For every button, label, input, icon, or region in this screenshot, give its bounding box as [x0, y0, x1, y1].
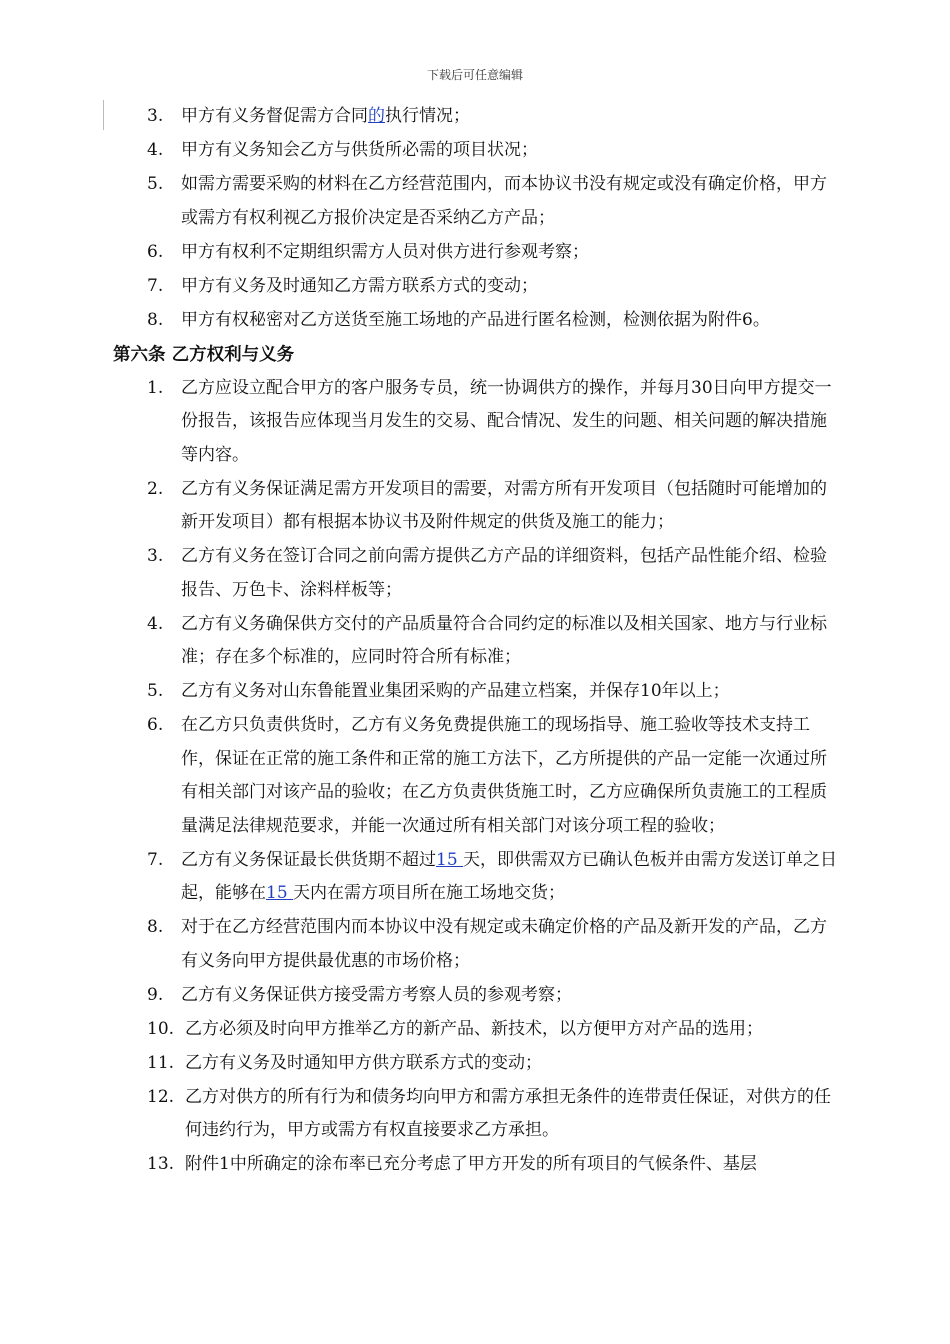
item-text: 乙方应设立配合甲方的客户服务专员，统一协调供方的操作，并每月30日向甲方提交一份报告，该报告应体现当月发生的交易、配合情况、发生的问题、相关问题的解决措施等内容。	[181, 377, 832, 465]
item-number: 7.	[147, 849, 164, 870]
list-item	[0, 911, 950, 978]
item-number: 9.	[147, 984, 164, 1005]
item-text: 天内在需方项目所在施工场地交货；	[293, 883, 566, 903]
item-number: 5.	[147, 681, 164, 701]
list-item	[0, 236, 950, 270]
document-body	[0, 100, 950, 1182]
list-item	[0, 1047, 950, 1081]
item-number: 4.	[147, 140, 164, 160]
list-item	[0, 134, 950, 168]
item-text: 甲方有义务督促需方合同	[181, 106, 368, 126]
item-number: 6.	[147, 241, 164, 262]
item-text: 乙方有义务对山东鲁能置业集团采购的产品建立档案，并保存10年以上；	[181, 681, 730, 701]
list-item	[0, 304, 950, 338]
item-text: 乙方有义务确保供方交付的产品质量符合合同约定的标准以及相关国家、地方与行业标准；存在多个标准的，应同时符合所有标准；	[181, 613, 827, 667]
list-item	[0, 1081, 950, 1148]
list-item	[0, 473, 950, 540]
item-text: 在乙方只负责供货时，乙方有义务免费提供施工的现场指导、施工验收等技术支持工作，保证在正常的施工条件和正常的施工方法下，乙方所提供的产品一定能一次通过所有相关部门对该产品的验收；在乙方负责供货施工时，乙方应确保所负责施工的工程质量满足法律规范要求，并能一次通过所有相关部门对该分项工程的验收；	[181, 715, 827, 836]
list-item	[0, 608, 950, 675]
item-number: 12.	[147, 1086, 175, 1107]
list-item	[0, 675, 950, 709]
item-text: 甲方有权秘密对乙方送货至施工场地的产品进行匿名检测，检测依据为附件6。	[181, 309, 770, 330]
item-number: 4.	[147, 613, 164, 634]
item-link[interactable]: 15	[436, 849, 464, 870]
page-header: 下载后可任意编辑	[426, 68, 523, 82]
item-text: 如需方需要采购的材料在乙方经营范围内，而本协议书没有规定或没有确定价格，甲方或需方有权利视乙方报价决定是否采纳乙方产品；	[181, 174, 827, 228]
item-link[interactable]: 15	[266, 883, 294, 903]
item-text: 乙方必须及时向甲方推举乙方的新产品、新技术，以方便甲方对产品的选用；	[185, 1018, 763, 1039]
item-text: 甲方有义务知会乙方与供货所必需的项目状况；	[181, 140, 538, 160]
item-text: 乙方对供方的所有行为和债务均向甲方和需方承担无条件的连带责任保证，对供方的任何违约行为，甲方或需方有权直接要求乙方承担。	[185, 1086, 831, 1140]
list-item	[0, 1148, 950, 1182]
list-item	[0, 979, 950, 1013]
item-text: 甲方有义务及时通知乙方需方联系方式的变动；	[181, 275, 538, 296]
item-number: 7.	[147, 275, 164, 296]
item-number: 1.	[147, 377, 164, 398]
item-number: 3.	[147, 546, 164, 566]
list-item	[0, 709, 950, 843]
item-number: 8.	[147, 309, 164, 330]
item-number: 10.	[147, 1018, 175, 1039]
list-item	[0, 1013, 950, 1047]
list-item	[0, 168, 950, 235]
item-number: 2.	[147, 478, 164, 499]
item-text: 附件1中所确定的涂布率已充分考虑了甲方开发的所有项目的气候条件、基层	[185, 1154, 757, 1174]
list-item	[0, 100, 950, 134]
item-number: 11.	[147, 1052, 175, 1073]
section-heading: 第六条 乙方权利与义务	[113, 344, 295, 365]
list-item	[0, 844, 950, 911]
list-item	[0, 270, 950, 304]
item-text: 乙方有义务保证供方接受需方考察人员的参观考察；	[181, 984, 572, 1005]
list-item	[0, 372, 950, 473]
item-text: 天，即供需双方已确认色板并由需方发送订单之日起，能够在	[181, 849, 838, 903]
item-text: 乙方有义务保证满足需方开发项目的需要，对需方所有开发项目（包括随时可能增加的新开发项目）都有根据本协议书及附件规定的供货及施工的能力；	[181, 478, 827, 532]
item-text: 对于在乙方经营范围内而本协议中没有规定或未确定价格的产品及新开发的产品，乙方有义务向甲方提供最优惠的市场价格；	[181, 917, 827, 971]
item-number: 13.	[147, 1154, 175, 1174]
item-number: 3.	[147, 106, 164, 126]
item-text: 乙方有义务在签订合同之前向需方提供乙方产品的详细资料，包括产品性能介绍、检验报告、万色卡、涂料样板等；	[181, 546, 827, 600]
item-number: 8.	[147, 917, 164, 937]
item-number: 6.	[147, 715, 164, 735]
item-text: 乙方有义务保证最长供货期不超过	[181, 849, 436, 870]
item-text: 执行情况；	[385, 106, 470, 126]
list-item	[0, 540, 950, 607]
item-text: 甲方有权利不定期组织需方人员对供方进行参观考察；	[181, 241, 589, 262]
item-text: 乙方有义务及时通知甲方供方联系方式的变动；	[185, 1052, 542, 1073]
item-number: 5.	[147, 174, 164, 194]
item-link[interactable]: 的	[368, 106, 385, 126]
